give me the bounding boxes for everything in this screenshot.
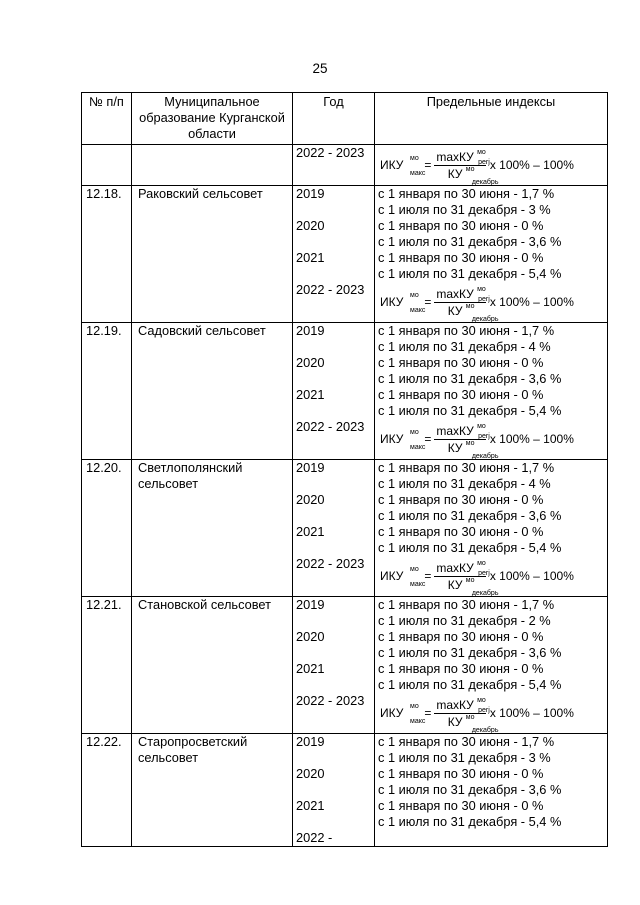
period-lines xyxy=(378,524,604,556)
formula-den-sup: мо xyxy=(465,713,475,721)
formula-fraction xyxy=(434,559,499,597)
period-year: 2022 - 2023 xyxy=(296,419,365,434)
formula-num-sub: perj xyxy=(478,295,490,303)
row-years xyxy=(293,734,375,847)
row-number: 12.22. xyxy=(82,734,132,847)
row-municipality: Раковский сельсовет xyxy=(132,186,293,323)
index-line: с 1 января по 30 июня - 0 % xyxy=(378,629,544,644)
row-indices xyxy=(375,597,608,734)
row-municipality: Садовский сельсовет xyxy=(132,323,293,460)
period-lines xyxy=(378,323,604,355)
formula-num-sub: perj xyxy=(478,569,490,577)
formula-num-sup: мо xyxy=(477,559,486,567)
index-line: с 1 июля по 31 декабря - 3 % xyxy=(378,750,551,765)
row-years xyxy=(293,186,375,323)
period-year: 2021 xyxy=(296,798,325,813)
formula-lhs-sub: макс xyxy=(410,443,426,451)
formula-den-sup: мо xyxy=(465,165,475,173)
formula-tail: x 100% – 100% xyxy=(489,569,574,583)
row-municipality xyxy=(132,145,293,186)
period-lines xyxy=(378,186,604,218)
index-line: с 1 января по 30 июня - 1,7 % xyxy=(378,186,555,201)
index-line: с 1 июля по 31 декабря - 3 % xyxy=(378,202,551,217)
index-line: с 1 июля по 31 декабря - 3,6 % xyxy=(378,508,562,523)
formula-den-sup: мо xyxy=(465,439,475,447)
formula-den-base: КУ xyxy=(447,166,463,181)
formula-denominator xyxy=(446,165,499,186)
row-number xyxy=(82,145,132,186)
formula-numerator xyxy=(434,422,490,440)
index-line: с 1 июля по 31 декабря - 4 % xyxy=(378,476,551,491)
formula-denominator xyxy=(446,439,499,460)
table-row xyxy=(82,323,608,460)
table-header-row xyxy=(82,93,608,145)
index-line: с 1 июля по 31 декабря - 3,6 % xyxy=(378,645,562,660)
index-formula xyxy=(378,419,604,459)
period-lines xyxy=(378,387,604,419)
index-line: с 1 июля по 31 декабря - 3,6 % xyxy=(378,371,562,386)
table-body xyxy=(82,145,608,847)
formula-numerator xyxy=(434,148,490,166)
index-line: с 1 января по 30 июня - 1,7 % xyxy=(378,734,555,749)
formula-lhs-sup: мо xyxy=(410,154,419,162)
period-year: 2022 - 2023 xyxy=(296,145,365,160)
header-year: Год xyxy=(293,93,375,145)
row-years xyxy=(293,597,375,734)
formula-lhs-sub: макс xyxy=(410,717,426,725)
period-year: 2021 xyxy=(296,250,325,265)
period-year: 2022 - 2023 xyxy=(296,282,365,297)
formula-tail: x 100% – 100% xyxy=(489,432,574,446)
period-year: 2019 xyxy=(296,186,325,201)
row-municipality: Старопросветский сельсовет xyxy=(132,734,293,847)
formula-den-sup: мо xyxy=(465,576,475,584)
row-number: 12.19. xyxy=(82,323,132,460)
formula-numerator xyxy=(434,559,490,577)
formula-lhs-sup: мо xyxy=(410,702,419,710)
formula-lhs-base: ИКУ xyxy=(380,157,404,172)
period-lines xyxy=(378,597,604,629)
index-line: с 1 января по 30 июня - 0 % xyxy=(378,661,544,676)
index-formula xyxy=(378,693,604,733)
formula-den-base: КУ xyxy=(447,577,463,592)
formula-num-base: maxКУ xyxy=(436,286,474,301)
formula-den-sup: мо xyxy=(465,302,475,310)
index-line: с 1 июля по 31 декабря - 3,6 % xyxy=(378,782,562,797)
formula-den-sub: декабрь xyxy=(471,589,499,597)
formula-num-sup: мо xyxy=(477,285,486,293)
formula-numerator xyxy=(434,696,490,714)
period-lines xyxy=(378,734,604,766)
formula-num-sub: perj xyxy=(478,158,490,166)
index-line: с 1 января по 30 июня - 0 % xyxy=(378,798,544,813)
period-lines xyxy=(378,218,604,250)
index-line: с 1 января по 30 июня - 0 % xyxy=(378,355,544,370)
formula-lhs xyxy=(380,702,426,725)
formula-denominator xyxy=(446,713,499,734)
period-year: 2021 xyxy=(296,387,325,402)
index-line: с 1 июля по 31 декабря - 4 % xyxy=(378,339,551,354)
indices-table xyxy=(81,92,608,847)
row-number: 12.21. xyxy=(82,597,132,734)
index-formula xyxy=(378,282,604,322)
period-lines xyxy=(378,830,604,846)
period-year: 2020 xyxy=(296,766,325,781)
period-year: 2021 xyxy=(296,524,325,539)
formula-lhs xyxy=(380,154,426,177)
formula-lhs xyxy=(380,565,426,588)
period-year: 2019 xyxy=(296,734,325,749)
period-lines xyxy=(378,766,604,798)
index-line: с 1 июля по 31 декабря - 5,4 % xyxy=(378,677,562,692)
formula-lhs-base: ИКУ xyxy=(380,705,404,720)
formula-num-sub: perj xyxy=(478,432,490,440)
period-year: 2020 xyxy=(296,629,325,644)
formula-tail: x 100% – 100% xyxy=(489,295,574,309)
row-municipality: Становской сельсовет xyxy=(132,597,293,734)
index-line: с 1 января по 30 июня - 0 % xyxy=(378,524,544,539)
row-indices xyxy=(375,323,608,460)
formula-lhs-sup: мо xyxy=(410,291,419,299)
period-year: 2021 xyxy=(296,661,325,676)
formula-lhs xyxy=(380,428,426,451)
period-year: 2020 xyxy=(296,492,325,507)
period-year: 2019 xyxy=(296,460,325,475)
formula-num-sub: perj xyxy=(478,706,490,714)
formula-den-base: КУ xyxy=(447,714,463,729)
formula-lhs-base: ИКУ xyxy=(380,568,404,583)
formula-num-sup: мо xyxy=(477,696,486,704)
formula-den-base: КУ xyxy=(447,303,463,318)
index-line: с 1 июля по 31 декабря - 2 % xyxy=(378,613,551,628)
page-number: 25 xyxy=(312,61,328,76)
formula-lhs-sup: мо xyxy=(410,428,419,436)
period-year: 2022 - 2023 xyxy=(296,556,365,571)
period-lines xyxy=(378,661,604,693)
index-line: с 1 января по 30 июня - 0 % xyxy=(378,766,544,781)
formula-equals: = xyxy=(424,432,432,446)
formula-num-base: maxКУ xyxy=(436,560,474,575)
row-indices xyxy=(375,734,608,847)
formula-lhs-sup: мо xyxy=(410,565,419,573)
index-line: с 1 июля по 31 декабря - 5,4 % xyxy=(378,266,562,281)
formula-num-base: maxКУ xyxy=(436,697,474,712)
row-municipality: Светлополянский сельсовет xyxy=(132,460,293,597)
table-row xyxy=(82,734,608,847)
header-municipality: Муниципальное образование Курганской области xyxy=(132,93,293,145)
index-line: с 1 января по 30 июня - 1,7 % xyxy=(378,597,555,612)
period-year: 2022 - xyxy=(296,830,333,845)
row-years xyxy=(293,145,375,186)
period-year: 2020 xyxy=(296,355,325,370)
formula-denominator xyxy=(446,302,499,323)
formula-equals: = xyxy=(424,706,432,720)
index-line: с 1 июля по 31 декабря - 5,4 % xyxy=(378,814,562,829)
period-lines xyxy=(378,355,604,387)
period-year: 2019 xyxy=(296,597,325,612)
row-indices xyxy=(375,186,608,323)
formula-num-base: maxКУ xyxy=(436,423,474,438)
index-line: с 1 июля по 31 декабря - 5,4 % xyxy=(378,403,562,418)
formula-tail: x 100% – 100% xyxy=(489,158,574,172)
formula-den-sub: декабрь xyxy=(471,726,499,734)
header-indices: Предельные индексы xyxy=(375,93,608,145)
formula-lhs-base: ИКУ xyxy=(380,294,404,309)
formula-equals: = xyxy=(424,569,432,583)
row-years xyxy=(293,460,375,597)
table-row xyxy=(82,597,608,734)
index-line: с 1 января по 30 июня - 1,7 % xyxy=(378,323,555,338)
table-row xyxy=(82,186,608,323)
formula-num-sup: мо xyxy=(477,422,486,430)
formula-den-sub: декабрь xyxy=(471,315,499,323)
index-line: с 1 января по 30 июня - 1,7 % xyxy=(378,460,555,475)
period-year: 2020 xyxy=(296,218,325,233)
period-lines xyxy=(378,798,604,830)
formula-den-sub: декабрь xyxy=(471,452,499,460)
formula-lhs-sub: макс xyxy=(410,169,426,177)
row-number: 12.20. xyxy=(82,460,132,597)
period-lines xyxy=(378,250,604,282)
formula-fraction xyxy=(434,148,499,186)
period-lines xyxy=(378,629,604,661)
formula-numerator xyxy=(434,285,490,303)
index-line: с 1 июля по 31 декабря - 3,6 % xyxy=(378,234,562,249)
row-indices xyxy=(375,460,608,597)
table-row xyxy=(82,145,608,186)
formula-lhs xyxy=(380,291,426,314)
formula-lhs-sub: макс xyxy=(410,306,426,314)
row-indices xyxy=(375,145,608,186)
formula-equals: = xyxy=(424,295,432,309)
formula-num-base: maxКУ xyxy=(436,149,474,164)
formula-denominator xyxy=(446,576,499,597)
formula-den-sub: декабрь xyxy=(471,178,499,186)
period-lines xyxy=(378,492,604,524)
index-formula xyxy=(378,556,604,596)
formula-lhs-sub: макс xyxy=(410,580,426,588)
period-lines xyxy=(378,460,604,492)
formula-fraction xyxy=(434,696,499,734)
header-num: № п/п xyxy=(82,93,132,145)
formula-lhs-base: ИКУ xyxy=(380,431,404,446)
period-year: 2022 - 2023 xyxy=(296,693,365,708)
index-line: с 1 января по 30 июня - 0 % xyxy=(378,492,544,507)
index-formula xyxy=(378,145,604,185)
index-line: с 1 июля по 31 декабря - 5,4 % xyxy=(378,540,562,555)
index-line: с 1 января по 30 июня - 0 % xyxy=(378,250,544,265)
formula-fraction xyxy=(434,285,499,323)
row-number: 12.18. xyxy=(82,186,132,323)
formula-den-base: КУ xyxy=(447,440,463,455)
index-line: с 1 января по 30 июня - 0 % xyxy=(378,218,544,233)
formula-fraction xyxy=(434,422,499,460)
formula-num-sup: мо xyxy=(477,148,486,156)
row-years xyxy=(293,323,375,460)
formula-equals: = xyxy=(424,158,432,172)
index-line: с 1 января по 30 июня - 0 % xyxy=(378,387,544,402)
formula-tail: x 100% – 100% xyxy=(489,706,574,720)
table-row xyxy=(82,460,608,597)
period-year: 2019 xyxy=(296,323,325,338)
